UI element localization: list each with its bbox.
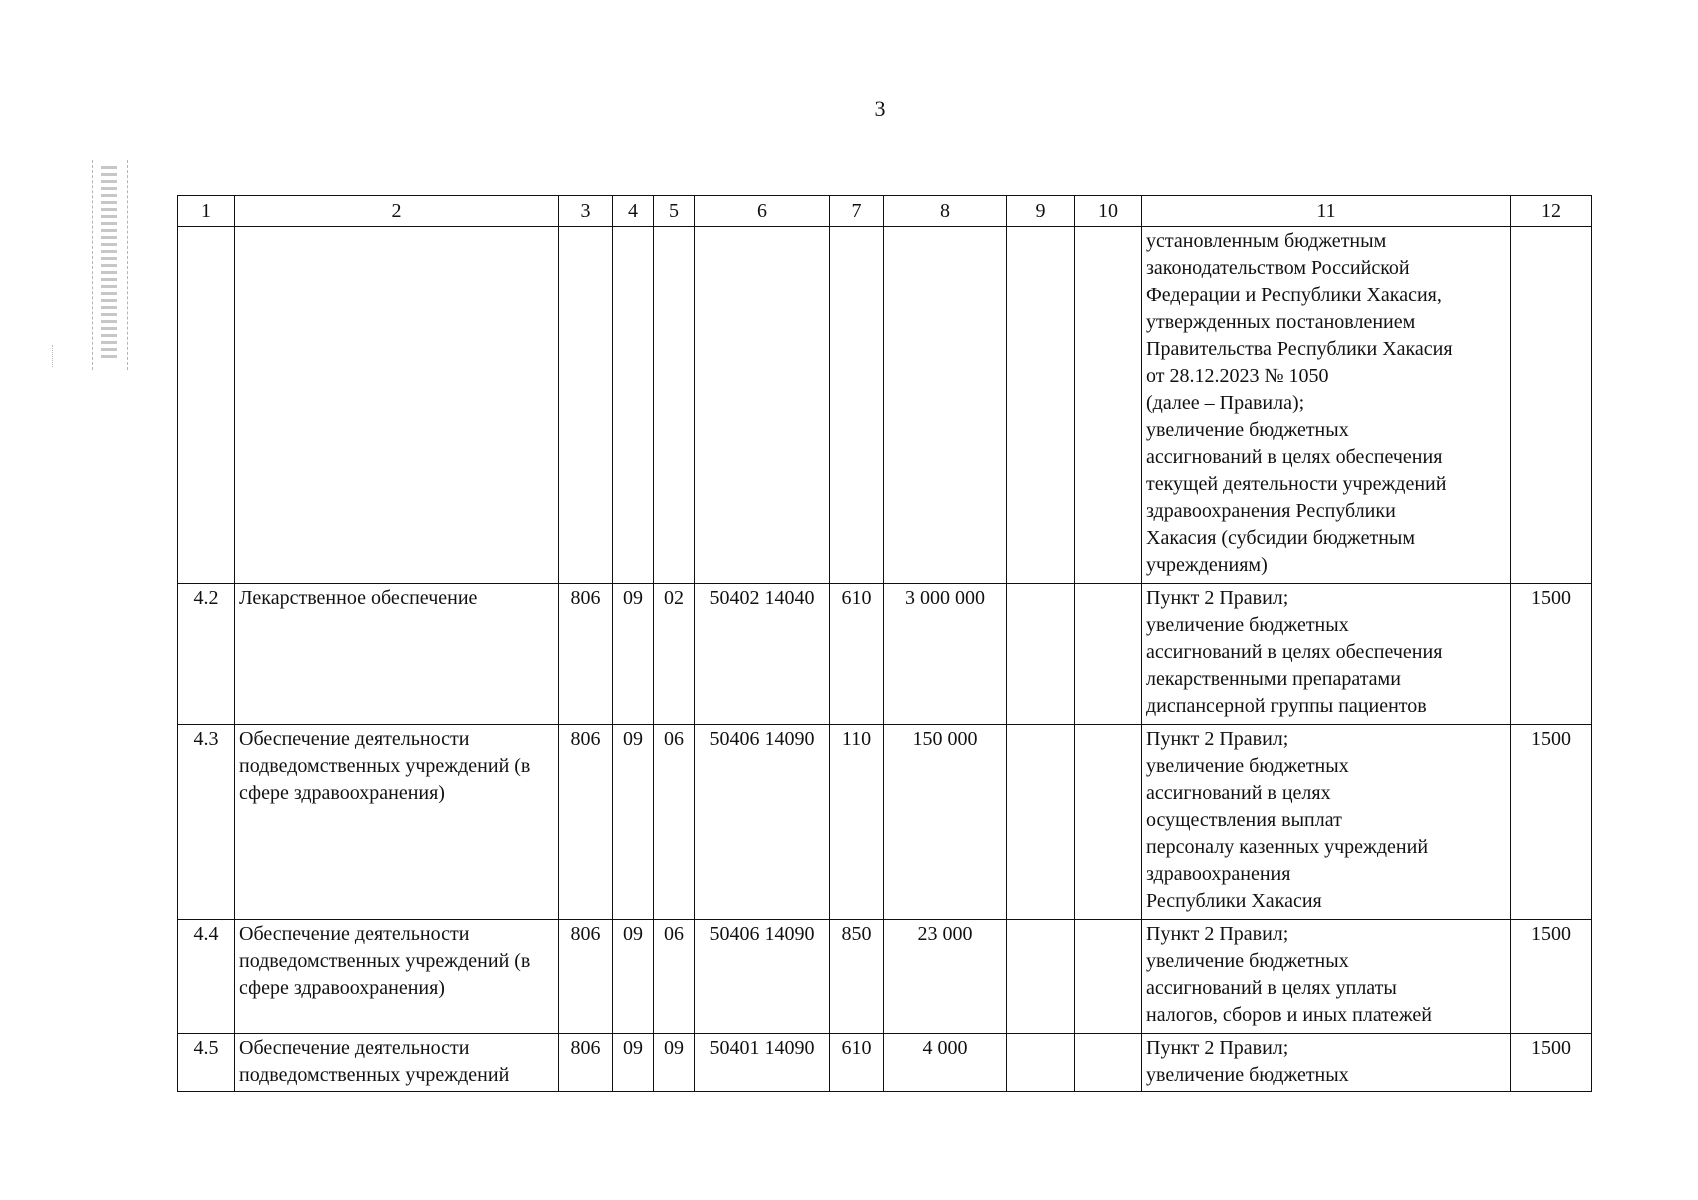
header-cell: 1 xyxy=(178,196,235,227)
header-cell: 11 xyxy=(1142,196,1511,227)
row-col10 xyxy=(1075,227,1142,584)
row-col5 xyxy=(654,227,695,584)
row-col3: 806 xyxy=(559,1034,613,1092)
row-col12 xyxy=(1511,227,1592,584)
row-col10 xyxy=(1075,1034,1142,1092)
row-col3 xyxy=(559,227,613,584)
row-number: 4.4 xyxy=(178,920,235,1034)
row-col3: 806 xyxy=(559,920,613,1034)
row-basis: Пункт 2 Правил; увеличение бюджетных xyxy=(1142,1034,1511,1092)
header-cell: 9 xyxy=(1007,196,1075,227)
row-basis: установленным бюджетным законодательством Российской Федерации и Республики Хакасия, утвержденных постановлением Правительства Республики Хакасия от 28.12.2023 № 1050 (далее – Правила); увеличение бюджетных ассигнований в целях обеспечения текущей деятельности учреждений здравоохранения Республики Хакасия (субсидии бюджетным учреждениям) xyxy=(1142,227,1511,584)
row-col6 xyxy=(695,227,830,584)
row-col3: 806 xyxy=(559,584,613,725)
row-col5: 06 xyxy=(654,725,695,920)
header-cell: 5 xyxy=(654,196,695,227)
row-col12: 1500 xyxy=(1511,725,1592,920)
row-number: 4.3 xyxy=(178,725,235,920)
row-col4: 09 xyxy=(613,1034,654,1092)
page-number: 3 xyxy=(874,96,886,121)
header-cell: 12 xyxy=(1511,196,1592,227)
row-col6: 50402 14040 xyxy=(695,584,830,725)
row-col12: 1500 xyxy=(1511,584,1592,725)
row-col4: 09 xyxy=(613,920,654,1034)
row-name: Лекарственное обеспечение xyxy=(235,584,559,725)
row-number xyxy=(178,227,235,584)
row-amount: 3 000 000 xyxy=(884,584,1007,725)
row-col6: 50406 14090 xyxy=(695,920,830,1034)
margin-mark xyxy=(52,345,59,367)
row-col9 xyxy=(1007,725,1075,920)
row-col6: 50401 14090 xyxy=(695,1034,830,1092)
row-col5: 09 xyxy=(654,1034,695,1092)
header-cell: 4 xyxy=(613,196,654,227)
row-number: 4.5 xyxy=(178,1034,235,1092)
header-cell: 2 xyxy=(235,196,559,227)
row-col6: 50406 14090 xyxy=(695,725,830,920)
row-col7: 610 xyxy=(830,1034,884,1092)
row-number: 4.2 xyxy=(178,584,235,725)
row-col12: 1500 xyxy=(1511,920,1592,1034)
header-cell: 7 xyxy=(830,196,884,227)
row-amount xyxy=(884,227,1007,584)
row-name xyxy=(235,227,559,584)
row-name: Обеспечение деятельности подведомственных учреждений xyxy=(235,1034,559,1092)
table-row xyxy=(178,227,1592,584)
table-row xyxy=(178,1034,1592,1092)
row-col10 xyxy=(1075,920,1142,1034)
table-row xyxy=(178,920,1592,1034)
row-col7 xyxy=(830,227,884,584)
row-amount: 150 000 xyxy=(884,725,1007,920)
row-col4 xyxy=(613,227,654,584)
row-col4: 09 xyxy=(613,584,654,725)
row-col4: 09 xyxy=(613,725,654,920)
row-col9 xyxy=(1007,1034,1075,1092)
row-amount: 23 000 xyxy=(884,920,1007,1034)
row-col5: 06 xyxy=(654,920,695,1034)
header-cell: 10 xyxy=(1075,196,1142,227)
margin-stamp xyxy=(92,160,128,370)
header-cell: 3 xyxy=(559,196,613,227)
row-name: Обеспечение деятельности подведомственных учреждений (в сфере здравоохранения) xyxy=(235,725,559,920)
header-cell: 6 xyxy=(695,196,830,227)
row-col7: 610 xyxy=(830,584,884,725)
allocation-table xyxy=(177,195,1592,1092)
row-col3: 806 xyxy=(559,725,613,920)
row-col5: 02 xyxy=(654,584,695,725)
row-basis: Пункт 2 Правил; увеличение бюджетных ассигнований в целях уплаты налогов, сборов и иных платежей xyxy=(1142,920,1511,1034)
table-row xyxy=(178,725,1592,920)
table-header-row xyxy=(178,196,1592,227)
margin-stamp-text xyxy=(101,166,117,362)
row-basis: Пункт 2 Правил; увеличение бюджетных ассигнований в целях обеспечения лекарственными препаратами диспансерной группы пациентов xyxy=(1142,584,1511,725)
row-basis: Пункт 2 Правил; увеличение бюджетных ассигнований в целях осуществления выплат персоналу казенных учреждений здравоохранения Республики Хакасия xyxy=(1142,725,1511,920)
row-col9 xyxy=(1007,227,1075,584)
row-col12: 1500 xyxy=(1511,1034,1592,1092)
table-row xyxy=(178,584,1592,725)
row-col7: 110 xyxy=(830,725,884,920)
header-cell: 8 xyxy=(884,196,1007,227)
row-col10 xyxy=(1075,584,1142,725)
row-col7: 850 xyxy=(830,920,884,1034)
row-amount: 4 000 xyxy=(884,1034,1007,1092)
row-name: Обеспечение деятельности подведомственных учреждений (в сфере здравоохранения) xyxy=(235,920,559,1034)
row-col9 xyxy=(1007,920,1075,1034)
row-col9 xyxy=(1007,584,1075,725)
row-col10 xyxy=(1075,725,1142,920)
